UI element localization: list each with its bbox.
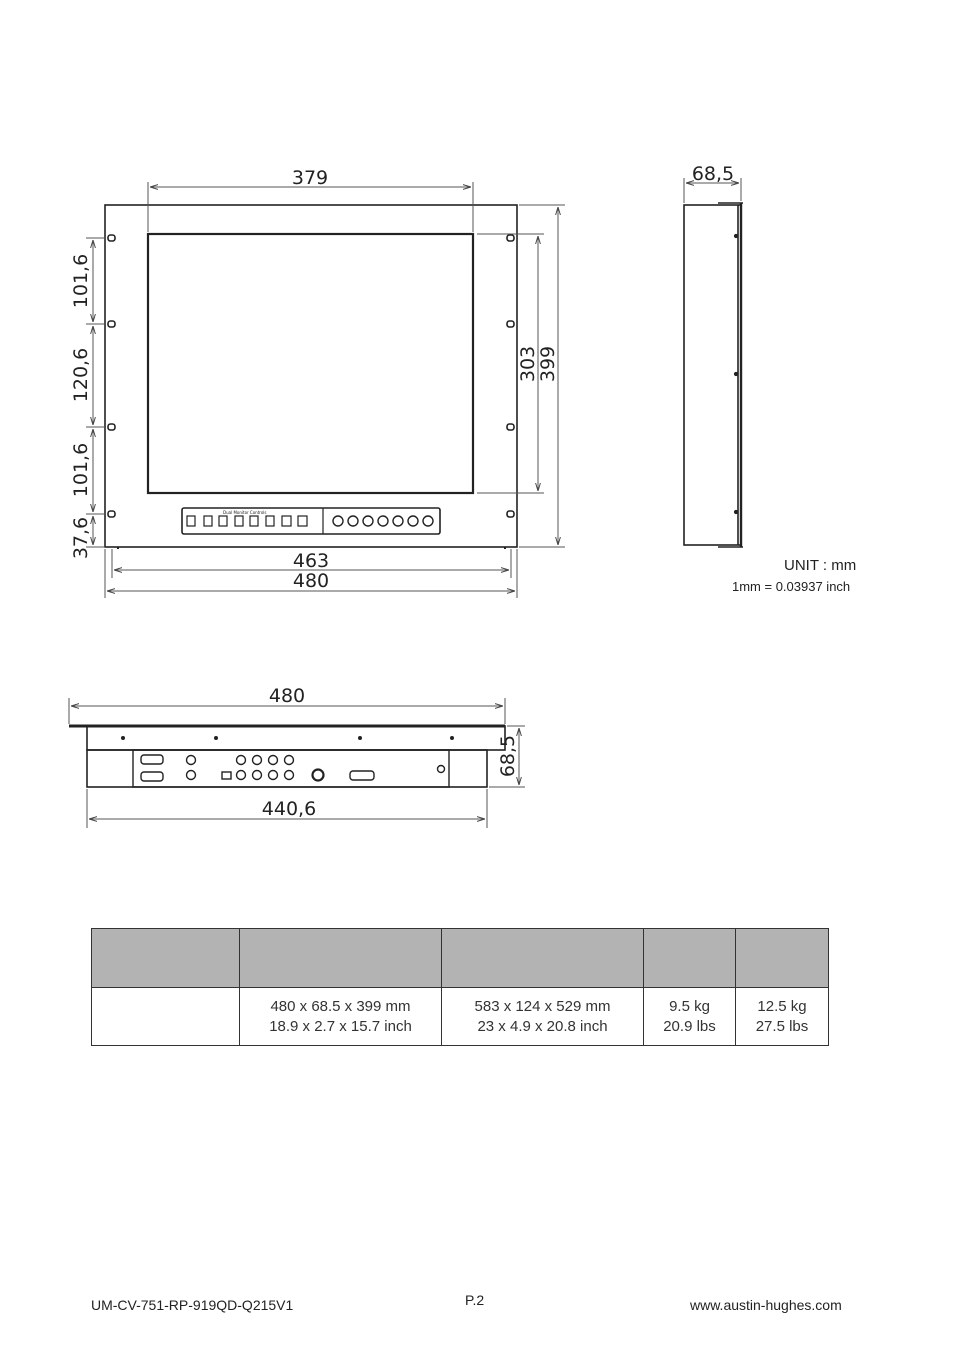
spec-header-row [92,929,829,988]
header-net-weight [644,929,736,988]
dim-hole-width: 463 [292,550,330,572]
cell-carton-inch: 23 x 4.9 x 20.8 inch [477,1017,608,1035]
front-dimension-labels [70,167,559,592]
cell-carton [442,988,644,1046]
footer-page-number: P.2 [465,1292,485,1308]
footer-doc-id: UM-CV-751-RP-919QD-Q215V1 [91,1297,294,1313]
mounting-holes [108,235,514,517]
rear-connectors [141,755,445,781]
cell-dimension [240,988,442,1046]
table-row [92,988,829,1046]
header-carton [442,929,644,988]
dim-total-width: 480 [292,570,330,592]
cell-model [92,988,240,1046]
top-view [69,726,505,787]
cell-net-weight-lbs: 20.9 lbs [663,1017,716,1035]
spec-table [91,928,829,1046]
dim-hole-spacing-3: 101,6 [70,442,92,498]
unit-label: UNIT : mm [784,557,857,574]
cell-net-weight-kg: 9.5 kg [669,997,710,1015]
panel-label: Dual Monitor Controls [223,510,267,515]
control-panel [182,508,440,534]
dim-hole-spacing-2: 120,6 [70,347,92,403]
front-screen [148,234,473,493]
cell-carton-mm: 583 x 124 x 529 mm [474,997,611,1015]
dim-screen-height: 303 [517,345,539,383]
cell-gross-weight-lbs: 27.5 lbs [755,1017,809,1035]
dim-body-width: 440,6 [261,798,317,820]
dim-screen-width: 379 [291,167,329,189]
front-dimensions [86,182,565,598]
side-view [684,203,743,547]
front-outer-frame [105,205,517,547]
panel-knobs-right [333,516,433,526]
footer-website[interactable]: www.austin-hughes.com [690,1297,842,1313]
header-model [92,929,240,988]
dim-top-width: 480 [268,685,306,707]
dim-top-depth: 68,5 [497,734,519,778]
dim-total-height: 399 [537,345,559,383]
dim-hole-spacing-1: 101,6 [70,253,92,309]
unit-conversion: 1mm = 0.03937 inch [732,579,851,594]
front-view [105,205,517,549]
cell-gross-weight-kg: 12.5 kg [757,997,807,1015]
dim-hole-offset: 37,6 [70,516,92,560]
header-dimension [240,929,442,988]
cell-dimension-mm: 480 x 68.5 x 399 mm [270,997,411,1015]
top-dots [121,736,454,740]
dim-side-depth: 68,5 [691,163,735,185]
panel-buttons-left [187,516,307,526]
cell-dimension-inch: 18.9 x 2.7 x 15.7 inch [269,1017,412,1035]
cell-gross-weight [736,988,829,1046]
cell-net-weight [644,988,736,1046]
header-gross-weight [736,929,829,988]
